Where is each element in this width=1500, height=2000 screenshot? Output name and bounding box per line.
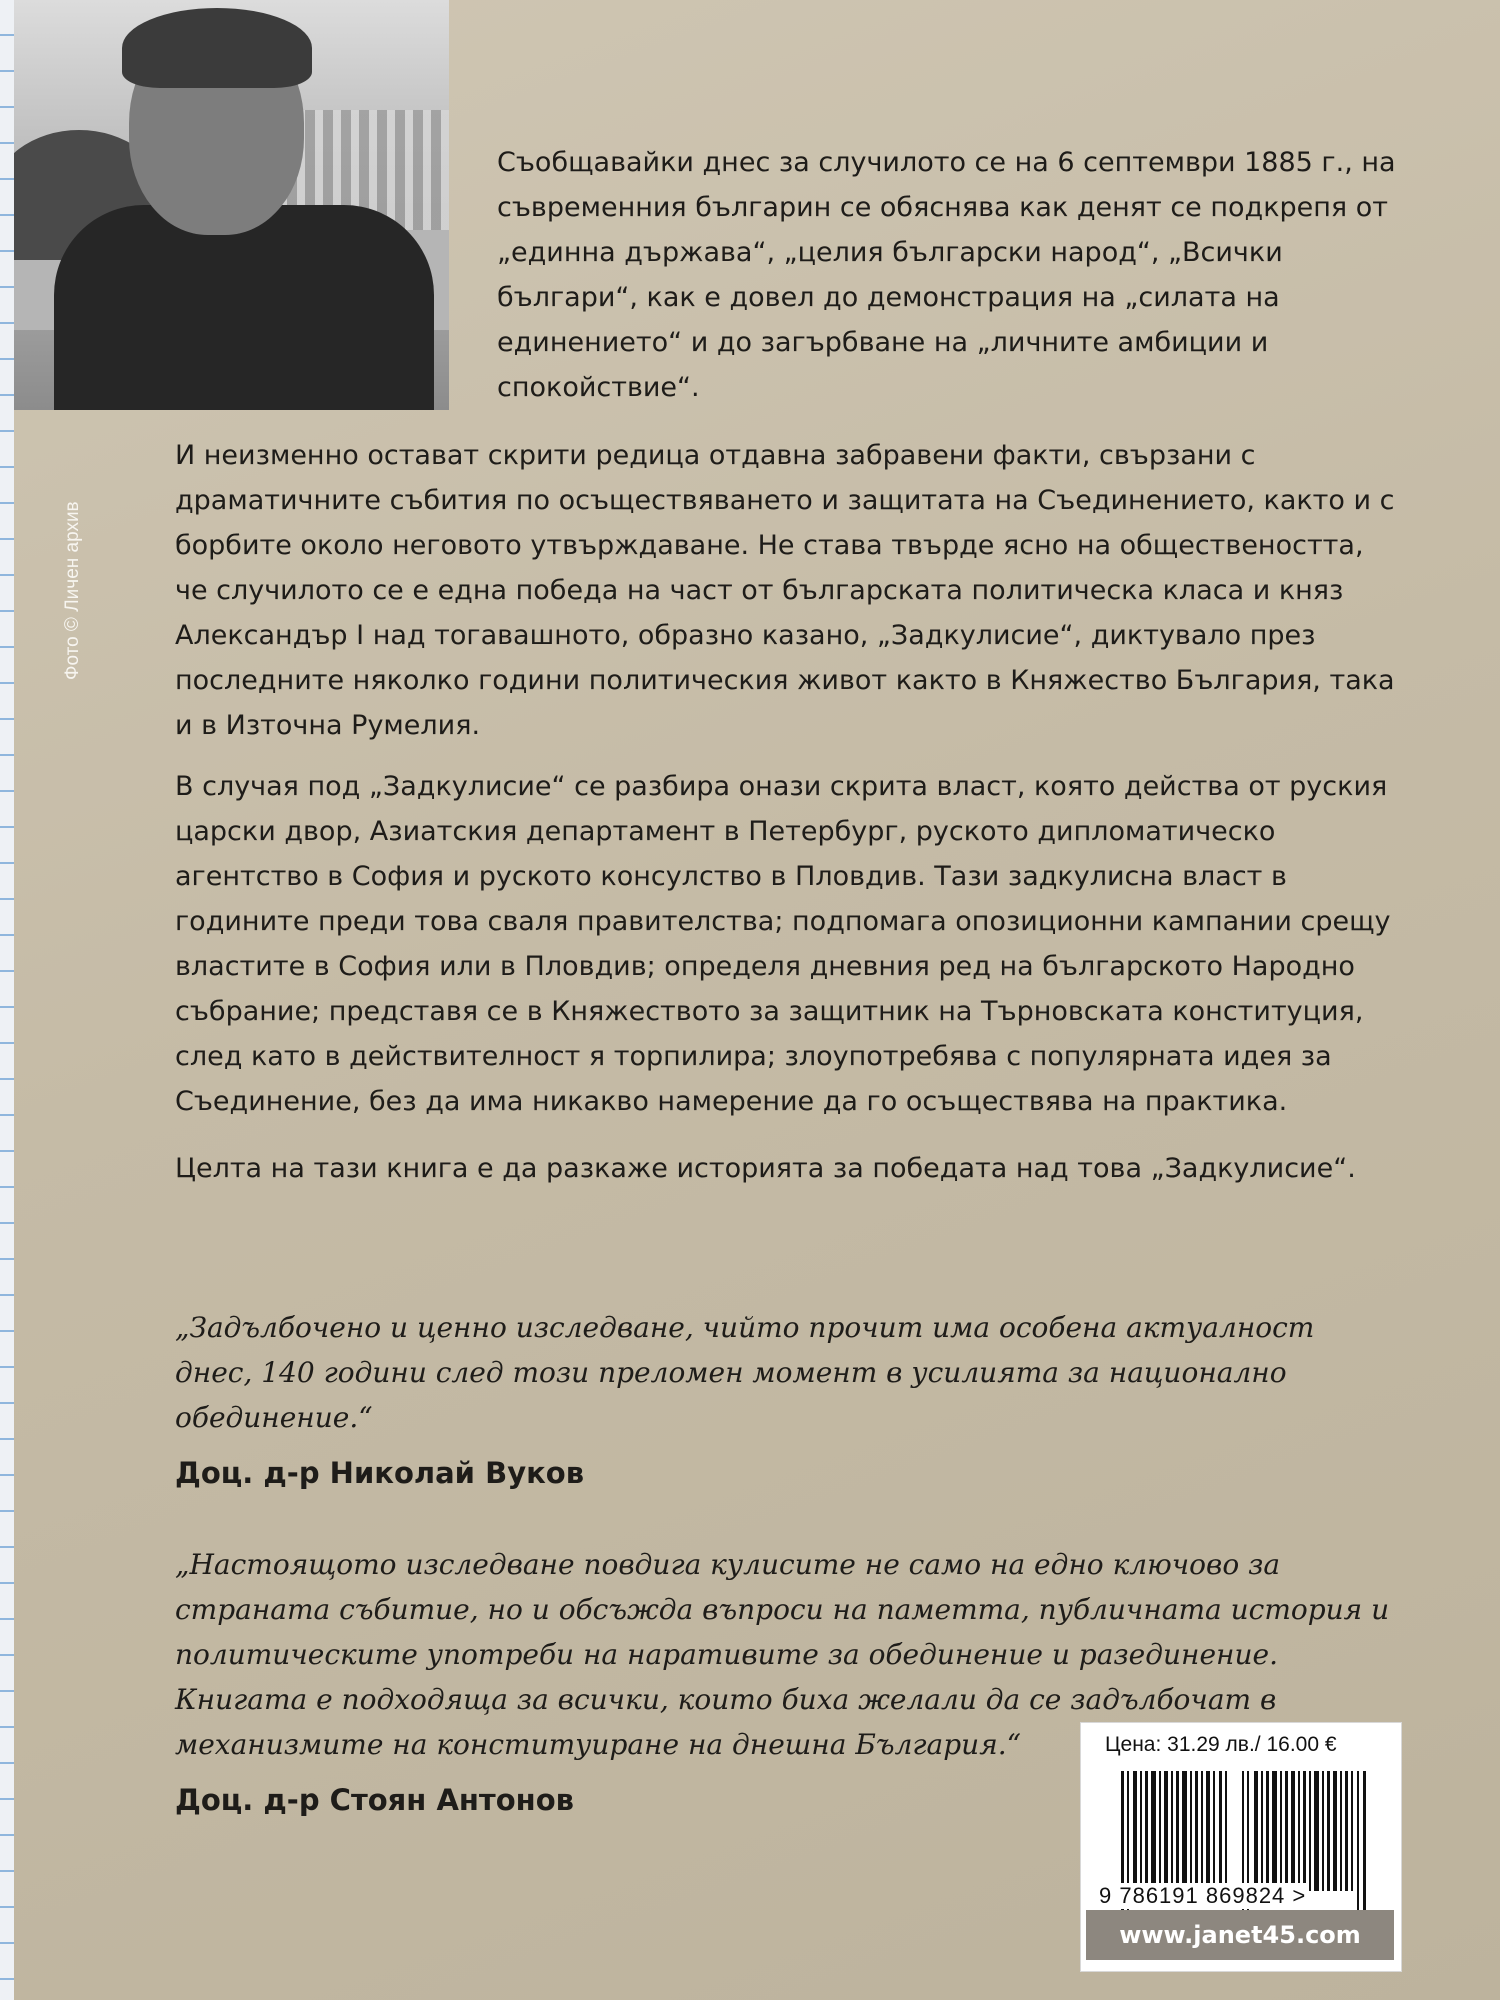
notebook-paper-edge xyxy=(0,0,14,2000)
review-quote: „Задълбочено и ценно изследване, чийто прочит има особена актуалност днес, 140 години след този преломен момент в усилията за национално обединение.“ xyxy=(175,1311,1315,1434)
intro-paragraph: Съобщавайки днес за случилото се на 6 септември 1885 г., на съвременния българин се обяснява как денят се подкрепя от „единна държава“, „целия български народ“, „Всички българи“, как е довел до демонстрация на „силата на единението“ и до загърбване на „личните амбиции и спокойствие“. xyxy=(497,147,1396,403)
review-author: Доц. д-р Стоян Антонов xyxy=(175,1783,574,1817)
price-label: Цена: 31.29 лв./ 16.00 € xyxy=(1105,1733,1337,1756)
aim-sentence: Целта на тази книга е да разкаже историята за победата над това „Задкулисие“. xyxy=(175,1153,1356,1184)
body-paragraph: В случая под „Задкулисие“ се разбира онази скрита власт, която действа от руския царски двор, Азиатския департамент в Петербург, руското дипломатическо агентство в София и руското консулство в Пловдив. Тази задкулисна власт в годините преди това сваля правителства; подпомага опозиционни кампании срещу властите в София или в Пловдив; определя дневния ред на българското Народно събрание; представя се в Княжеството за защитник на Търновската конституция, след като в действителност я торпилира; злоупотребява с популярната идея за Съединение, без да има никакво намерение да го осъществява на практика. xyxy=(175,771,1391,1117)
isbn-digits: 9 786191 869824 > xyxy=(1099,1883,1307,1908)
review-quote: „Настоящото изследване повдига кулисите не само на едно ключово за страната събитие, но и обсъжда въпроси на паметта, публичната история и политическите употреби на наративите за обединение и разединение. Книгата е подходяща за всички, които биха желали да се задълбочат в механизмите на конституиране на днешна България.“ xyxy=(175,1548,1390,1761)
author-photo xyxy=(14,0,449,410)
body-paragraph: И неизменно остават скрити редица отдавна забравени факти, свързани с драматичните събития по осъществяването и защитата на Съединението, както и с борбите около неговото утвърждаване. Не става твърде ясно на обществеността, че случилото се е една победа на част от българската политическа класа и княз Александър I над тогавашното, образно казано, „Задкулисие“, диктувало през последните няколко години политическия живот както в Княжество България, така и в Източна Румелия. xyxy=(175,440,1395,741)
publisher-website: www.janet45.com xyxy=(1086,1910,1394,1960)
review-author: Доц. д-р Николай Вуков xyxy=(175,1456,585,1490)
body-text xyxy=(175,433,1397,1207)
photo-credit: Фото © Личен архив xyxy=(62,501,83,680)
